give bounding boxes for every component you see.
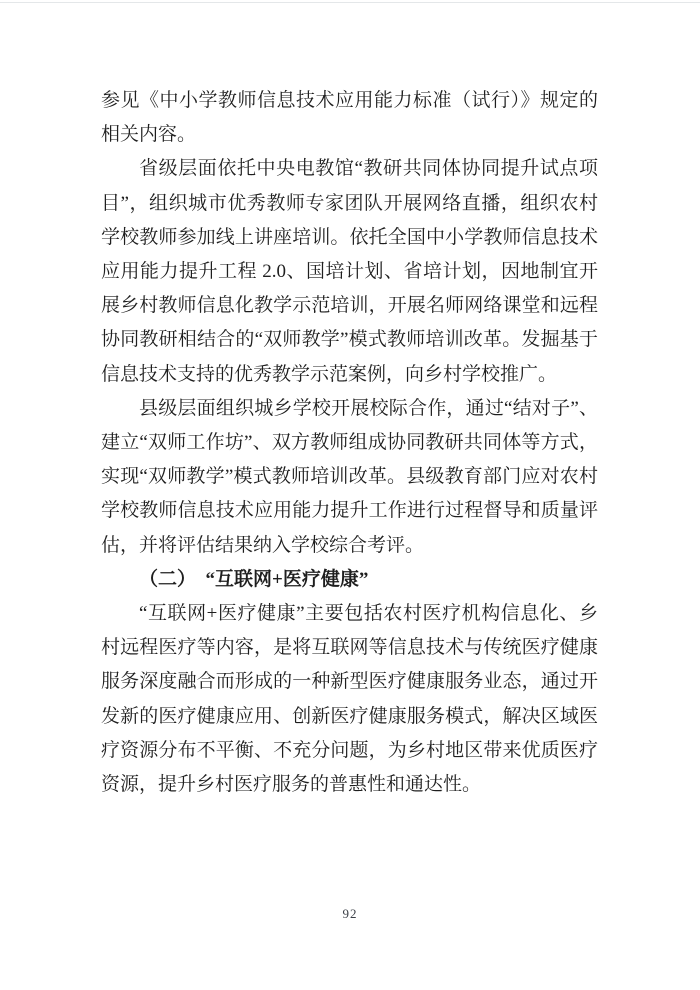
page-top-edge bbox=[0, 2, 700, 3]
paragraph-internet-plus-healthcare-body: “互联网+医疗健康”主要包括农村医疗机构信息化、乡村远程医疗等内容，是将互联网等信息技术与传统医疗健康服务深度融合而形成的一种新型医疗健康服务业态，通过开发新的医疗健康应用、创新医疗健康服务模式，解决区域医疗资源分布不平衡、不充分问题，为乡村地区带来优质医疗资源，提升乡村医疗服务的普惠性和通达性。 bbox=[101, 603, 598, 796]
page-number: 92 bbox=[342, 906, 358, 921]
section-heading-internet-plus-healthcare: （二） “互联网+医疗健康” bbox=[139, 568, 369, 590]
text-body bbox=[101, 84, 598, 802]
paragraph-county-level: 县级层面组织城乡学校开展校际合作，通过“结对子”、建立“双师工作坊”、双方教师组成协同教研共同体等方式，实现“双师教学”模式教师培训改革。县级教育部门应对农村学校教师信息技术应用能力提升工作进行过程督导和质量评估，并将评估结果纳入学校综合考评。 bbox=[101, 397, 598, 556]
paragraph-continued-from-previous-page: 参见《中小学教师信息技术应用能力标准（试行）》规定的相关内容。 bbox=[101, 90, 598, 146]
paragraph-province-level: 省级层面依托中央电教馆“教研共同体协同提升试点项目”，组织城市优秀教师专家团队开展网络直播，组织农村学校教师参加线上讲座培训。依托全国中小学教师信息技术应用能力提升工程 2.0、国培计划、省培计划，因地制宜开展乡村教师信息化教学示范培训，开展名师网络课堂和远程协同教研相结合的“双师教学”模式教师培训改革。发掘基于信息技术支持的优秀教学示范案例，向乡村学校推广。 bbox=[101, 158, 598, 385]
